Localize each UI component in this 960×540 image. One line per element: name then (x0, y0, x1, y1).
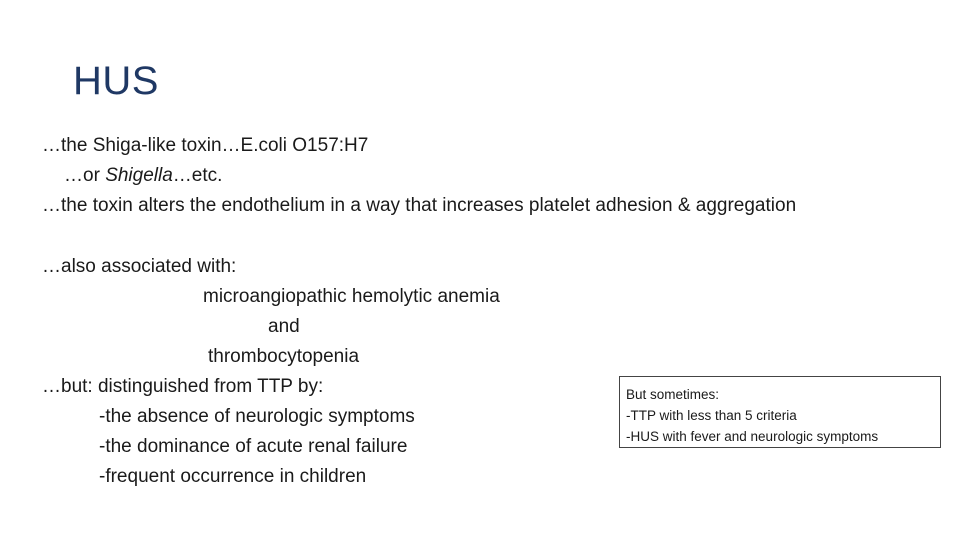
shigella-line-suffix: …etc. (172, 165, 223, 186)
shiga-toxin-line: …the Shiga-like toxin…E.coli O157:H7 (42, 135, 369, 156)
endothelium-line: …the toxin alters the endothelium in a way that increases platelet adhesion & aggregation (42, 195, 797, 216)
distinguished-from-ttp-line: …but: distinguished from TTP by: (42, 376, 324, 397)
anemia-line: microangiopathic hemolytic anemia (203, 286, 500, 307)
criterion-neurologic: -the absence of neurologic symptoms (99, 406, 415, 427)
shigella-line (64, 164, 222, 188)
callout-item-ttp: -TTP with less than 5 criteria (626, 408, 797, 423)
callout-heading: But sometimes: (626, 387, 720, 402)
callout-box (619, 376, 941, 448)
shigella-italic: Shigella (105, 165, 173, 186)
associated-with-line: …also associated with: (42, 256, 237, 277)
and-line: and (268, 316, 300, 337)
shigella-line-prefix: …or (64, 165, 106, 186)
criterion-renal-failure: -the dominance of acute renal failure (99, 436, 408, 457)
callout-item-hus: -HUS with fever and neurologic symptoms (626, 429, 879, 444)
criterion-children: -frequent occurrence in children (99, 466, 367, 487)
slide-title: HUS (73, 59, 159, 103)
thrombocytopenia-line: thrombocytopenia (208, 346, 360, 367)
